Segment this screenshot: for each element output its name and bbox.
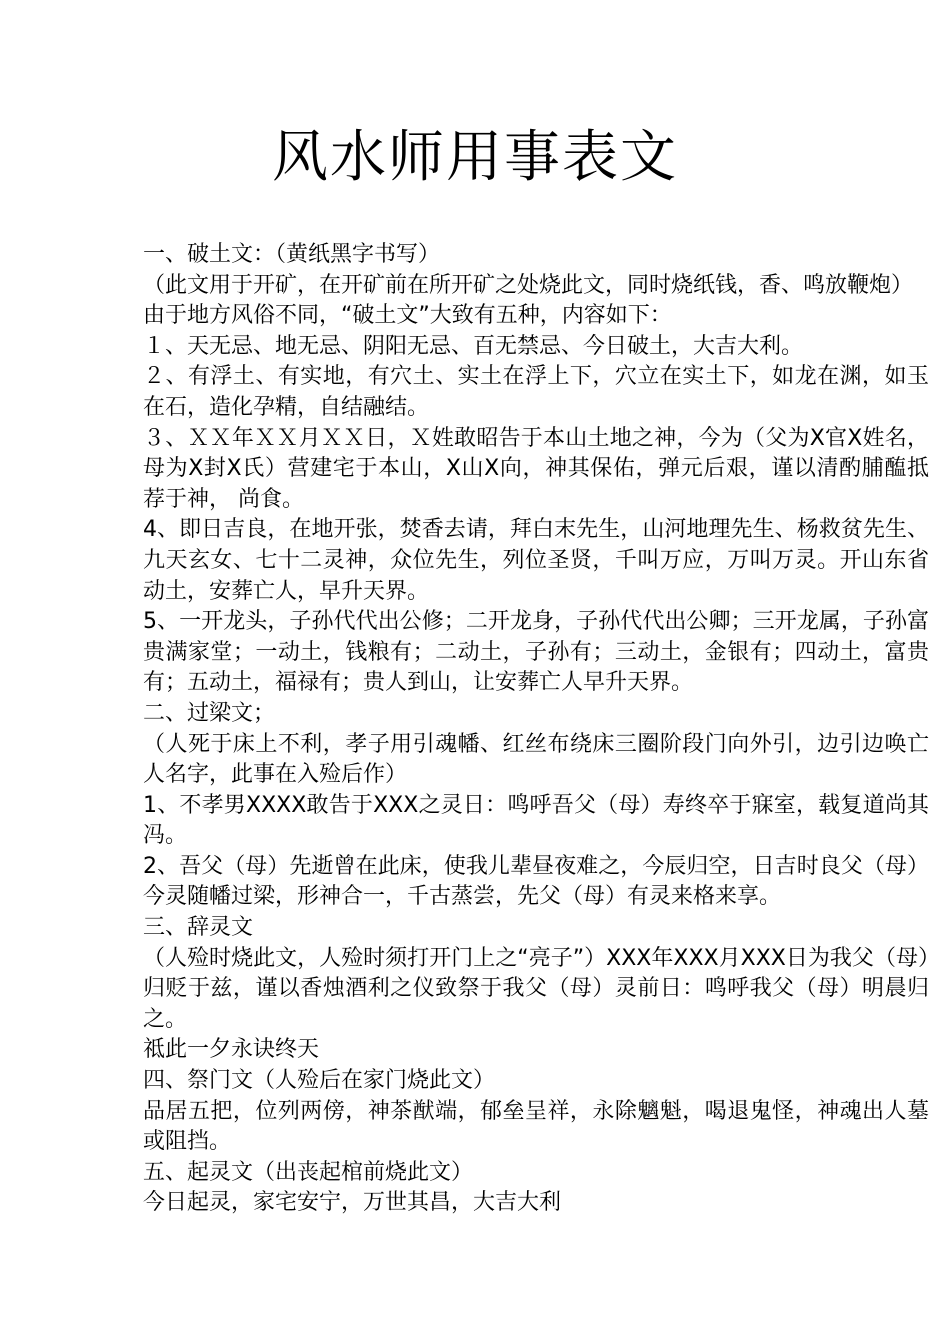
list-item: 1、不孝男XXXX敢告于XXX之灵日：鸣呼吾父（母）寿终卒于寐室，载复道尚其冯。 (143, 792, 929, 849)
list-item: １、天无忌、地无忌、阴阳无忌、百无禁忌、今日破土，大吉大利。 (143, 333, 804, 359)
list-item: 5、一开龙头，子孙代代出公修；二开龙身，子孙代代出公卿；三开龙属，子孙富贵满家堂；一动土，钱粮有；二动土，子孙有；三动土，金银有；四动土，富贵有；五动土，福禄有；贵人到山，让安葬亡人早升天界。 (143, 609, 929, 696)
paragraph: （人殓时烧此文，人殓时须打开门上之“亮子”）XXX年XXX月XXX日为我父（母）归贬于兹，谨以香烛酒利之仪致祭于我父（母）灵前日：鸣呼我父（母）明晨归之。 (143, 945, 929, 1032)
list-item: ２、有浮土、有实地，有穴土、实土在浮上下，穴立在实土下，如龙在渊，如玉在石，造化孕精，自结融结。 (143, 364, 929, 420)
section-heading-ci-ling-wen: 三、辞灵文 (143, 915, 254, 941)
paragraph: （人死于床上不利，孝子用引魂幡、红丝布绕床三圈阶段门向外引，边引边唤亡人名字，此事在入殓后作） (143, 731, 929, 788)
paragraph: 祗此一夕永诀终天 (143, 1037, 320, 1063)
list-item: ３、ＸＸ年ＸＸ月ＸＸ日，Ｘ姓敢昭告于本山土地之神，今为（父为X官X姓名，母为X封X氏）营建宅于本山，X山X向，神其保佑，弹元后艰，谨以清酌脯醢抵荐于神， 尚食。 (143, 425, 929, 512)
paragraph: 品居五把，位列两傍，神茶猷端，郁垒呈祥，永除魑魁，喝退鬼怪，神魂出人墓或阻挡。 (143, 1098, 929, 1155)
section-heading-qi-ling-wen: 五、起灵文（出丧起棺前烧此文） (143, 1159, 474, 1185)
paragraph: 由于地方风俗不同，“破土文”大致有五种，内容如下： (143, 303, 672, 329)
paragraph: （此文用于开矿，在开矿前在所开矿之处烧此文，同时烧纸钱，香、鸣放鞭炮） (143, 272, 914, 298)
list-item: 2、吾父（母）先逝曾在此床，使我儿辈昼夜难之，今辰归空，日吉时良父（母）今灵随幡过梁，形神合一，千古蒸尝，先父（母）有灵来格来享。 (143, 853, 929, 910)
document-title: 风水师用事表文 (272, 125, 678, 190)
list-item: 4、即日吉良，在地开张，焚香去请，拜白末先生，山河地理先生、杨救贫先生、九天玄女、七十二灵神，众位先生，列位圣贤，千叫万应，万叫万灵。开山东省动土，安葬亡人，早升天界。 (143, 517, 929, 604)
section-heading-po-tu-wen: 一、破土文：（黄纸黑字书写） (143, 242, 441, 267)
section-heading-ji-men-wen: 四、祭门文（人殓后在家门烧此文） (143, 1068, 496, 1094)
section-heading-guo-liang-wen: 二、过梁文； (143, 700, 276, 726)
document-body (143, 240, 929, 1219)
paragraph: 今日起灵，家宅安宁，万世其昌，大吉大利 (143, 1190, 562, 1216)
